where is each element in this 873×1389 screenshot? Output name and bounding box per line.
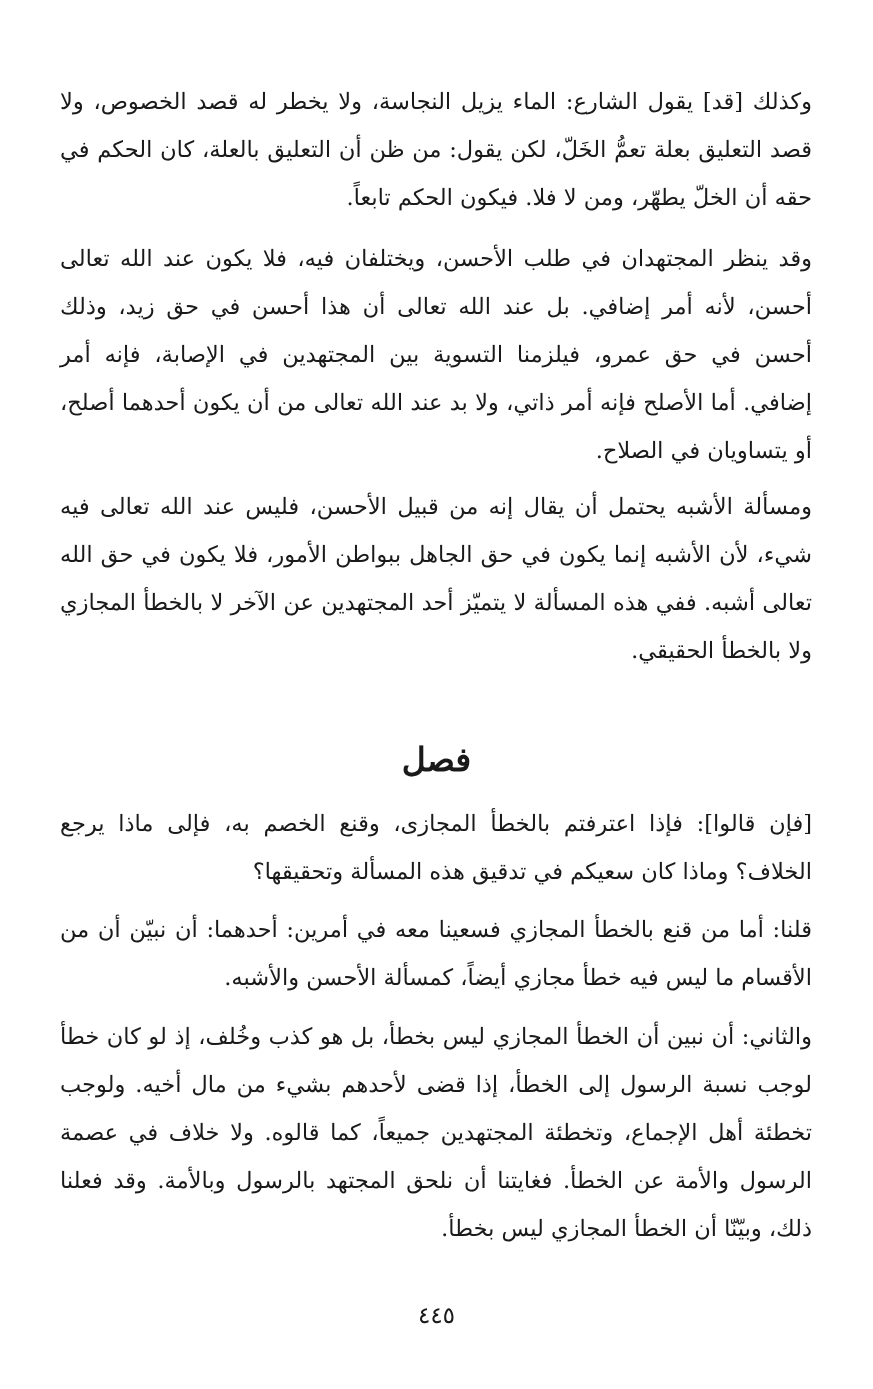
paragraph-4: [فإن قالوا]: فإذا اعترفتم بالخطأ المجازى، وقنع الخصم به، فإلى ماذا يرجع الخلاف؟ وماذا كان سعيكم في تدقيق هذه المسألة وتحقيقها؟ xyxy=(60,811,812,885)
paragraph-3: ومسألة الأشبه يحتمل أن يقال إنه من قبيل الأحسن، فليس عند الله تعالى فيه شيء، لأن الأشبه إنما يكون في حق الجاهل ببواطن الأمور، فلا يكون في حق الله تعالى أشبه. ففي هذه المسألة لا يتميّز أحد المجتهدين عن الآخر لا بالخطأ المجازي ولا بالخطأ الحقيقي. xyxy=(60,494,812,664)
section-heading: فصل xyxy=(401,740,472,779)
paragraph-6: والثاني: أن نبين أن الخطأ المجازي ليس بخطأ، بل هو كذب وخُلف، إذ لو كان خطأ لوجب نسبة الرسول إلى الخطأ، إذا قضى لأحدهم بشيء من مال أخيه. ولوجب تخطئة أهل الإجماع، وتخطئة المجتهدين جميعاً، كما قالوه. ولا خلاف في عصمة الرسول والأمة عن الخطأ. فغايتنا أن نلحق المجتهد بالرسول وبالأمة. وقد فعلنا ذلك، وبيّنّا أن الخطأ المجازي ليس بخطأ. xyxy=(60,1024,812,1242)
paragraph-2: وقد ينظر المجتهدان في طلب الأحسن، ويختلفان فيه، فلا يكون عند الله تعالى أحسن، لأنه أمر إضافي. بل عند الله تعالى أن هذا أحسن في حق زيد، وذلك أحسن في حق عمرو، فيلزمنا التسوية بين المجتهدين في الإصابة، فإنه أمر إضافي. أما الأصلح فإنه أمر ذاتي، ولا بد عند الله تعالى من أن يكون أحدهما أصلح، أو يتساويان في الصلاح. xyxy=(60,246,812,464)
paragraph-5: قلنا: أما من قنع بالخطأ المجازي فسعينا معه في أمرين: أحدهما: أن نبيّن أن من الأقسام ما ليس فيه خطأ مجازي أيضاً، كمسألة الأحسن والأشبه. xyxy=(60,917,812,991)
paragraph-1: وكذلك [قد] يقول الشارع: الماء يزيل النجاسة، ولا يخطر له قصد الخصوص، ولا قصد التعليق بعلة تعمُّ الخَلّ، لكن يقول: من ظن أن التعليق بالعلة، كان الحكم في حقه أن الخلّ يطهّر، ومن لا فلا. فيكون الحكم تابعاً. xyxy=(60,89,812,211)
page-number: ٤٤٥ xyxy=(417,1303,456,1329)
